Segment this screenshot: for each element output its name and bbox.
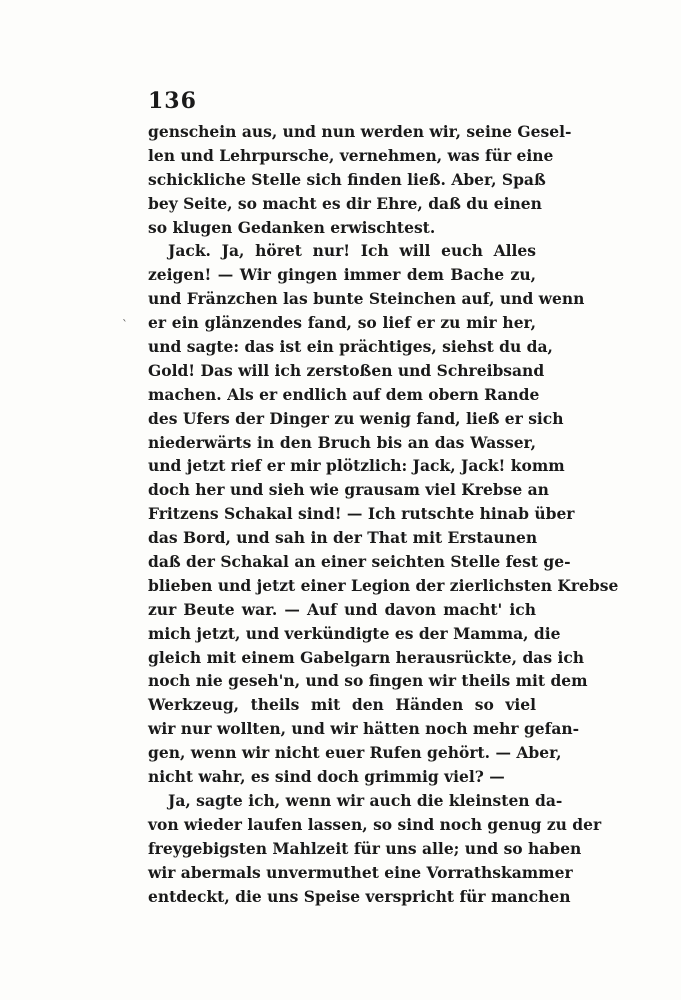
body-text (148, 120, 619, 908)
text-line: machen. Als er endlich auf dem obern Rande (148, 384, 540, 404)
text-line: und Fränzchen las bunte Steinchen auf, und wenn (148, 289, 585, 309)
text-line: Werkzeug, theils mit den Händen so viel (148, 695, 536, 715)
text-line: wir nur wollten, und wir hätten noch mehr gefan- (148, 719, 580, 739)
text-line: und sagte: das ist ein prächtiges, siehst du da, (148, 337, 553, 357)
text-line: mich jetzt, und verkündigte es der Mamma, die (148, 623, 561, 643)
text-line: Ja, sagte ich, wenn wir auch die kleinsten da- (168, 790, 563, 810)
text-line: gleich mit einem Gabelgarn herausrückte, das ich (148, 647, 585, 667)
text-line: wir abermals unvermuthet eine Vorrathskammer (148, 862, 573, 882)
page-number: 136 (148, 88, 197, 114)
text-line: niederwärts in den Bruch bis an das Wasser, (148, 432, 536, 452)
text-line: blieben und jetzt einer Legion der zierlichsten Krebse (148, 575, 619, 595)
text-line: nicht wahr, es sind doch grimmig viel? — (148, 767, 505, 787)
stray-ink-mark: ˋ (122, 318, 128, 332)
text-line: bey Seite, so macht es dir Ehre, daß du einen (148, 193, 542, 213)
text-line: len und Lehrpursche, vernehmen, was für eine (148, 145, 554, 165)
text-line: gen, wenn wir nicht euer Rufen gehört. — Aber, (148, 743, 562, 763)
text-line: schickliche Stelle sich finden ließ. Aber, Spaß (148, 169, 546, 189)
text-line: daß der Schakal an einer seichten Stelle fest ge- (148, 552, 571, 572)
text-line: Jack. Ja, höret nur! Ich will euch Alles (168, 241, 536, 261)
text-line: noch nie geseh'n, und so fingen wir theils mit dem (148, 671, 588, 691)
text-line: Fritzens Schakal sind! — Ich rutschte hinab über (148, 504, 575, 524)
text-line: genschein aus, und nun werden wir, seine Gesel- (148, 122, 572, 141)
text-line: er ein glänzendes fand, so lief er zu mir her, (148, 313, 536, 333)
text-line: und jetzt rief er mir plötzlich: Jack, Jack! komm (148, 456, 565, 476)
text-line: so klugen Gedanken erwischtest. (148, 217, 436, 237)
text-line: zeigen! — Wir gingen immer dem Bache zu, (148, 265, 536, 285)
text-line: von wieder laufen lassen, so sind noch genug zu der (148, 814, 602, 834)
text-line: zur Beute war. — Auf und davon macht' ich (148, 599, 536, 619)
text-line: Gold! Das will ich zerstoßen und Schreibsand (148, 360, 545, 380)
text-line: des Ufers der Dinger zu wenig fand, ließ er sich (148, 408, 564, 428)
text-line: entdeckt, die uns Speise verspricht für manchen (148, 886, 571, 906)
text-line: doch her und sieh wie grausam viel Krebse an (148, 480, 549, 500)
text-line: das Bord, und sah in der That mit Erstaunen (148, 528, 538, 548)
text-line: freygebigsten Mahlzeit für uns alle; und so haben (148, 838, 582, 858)
